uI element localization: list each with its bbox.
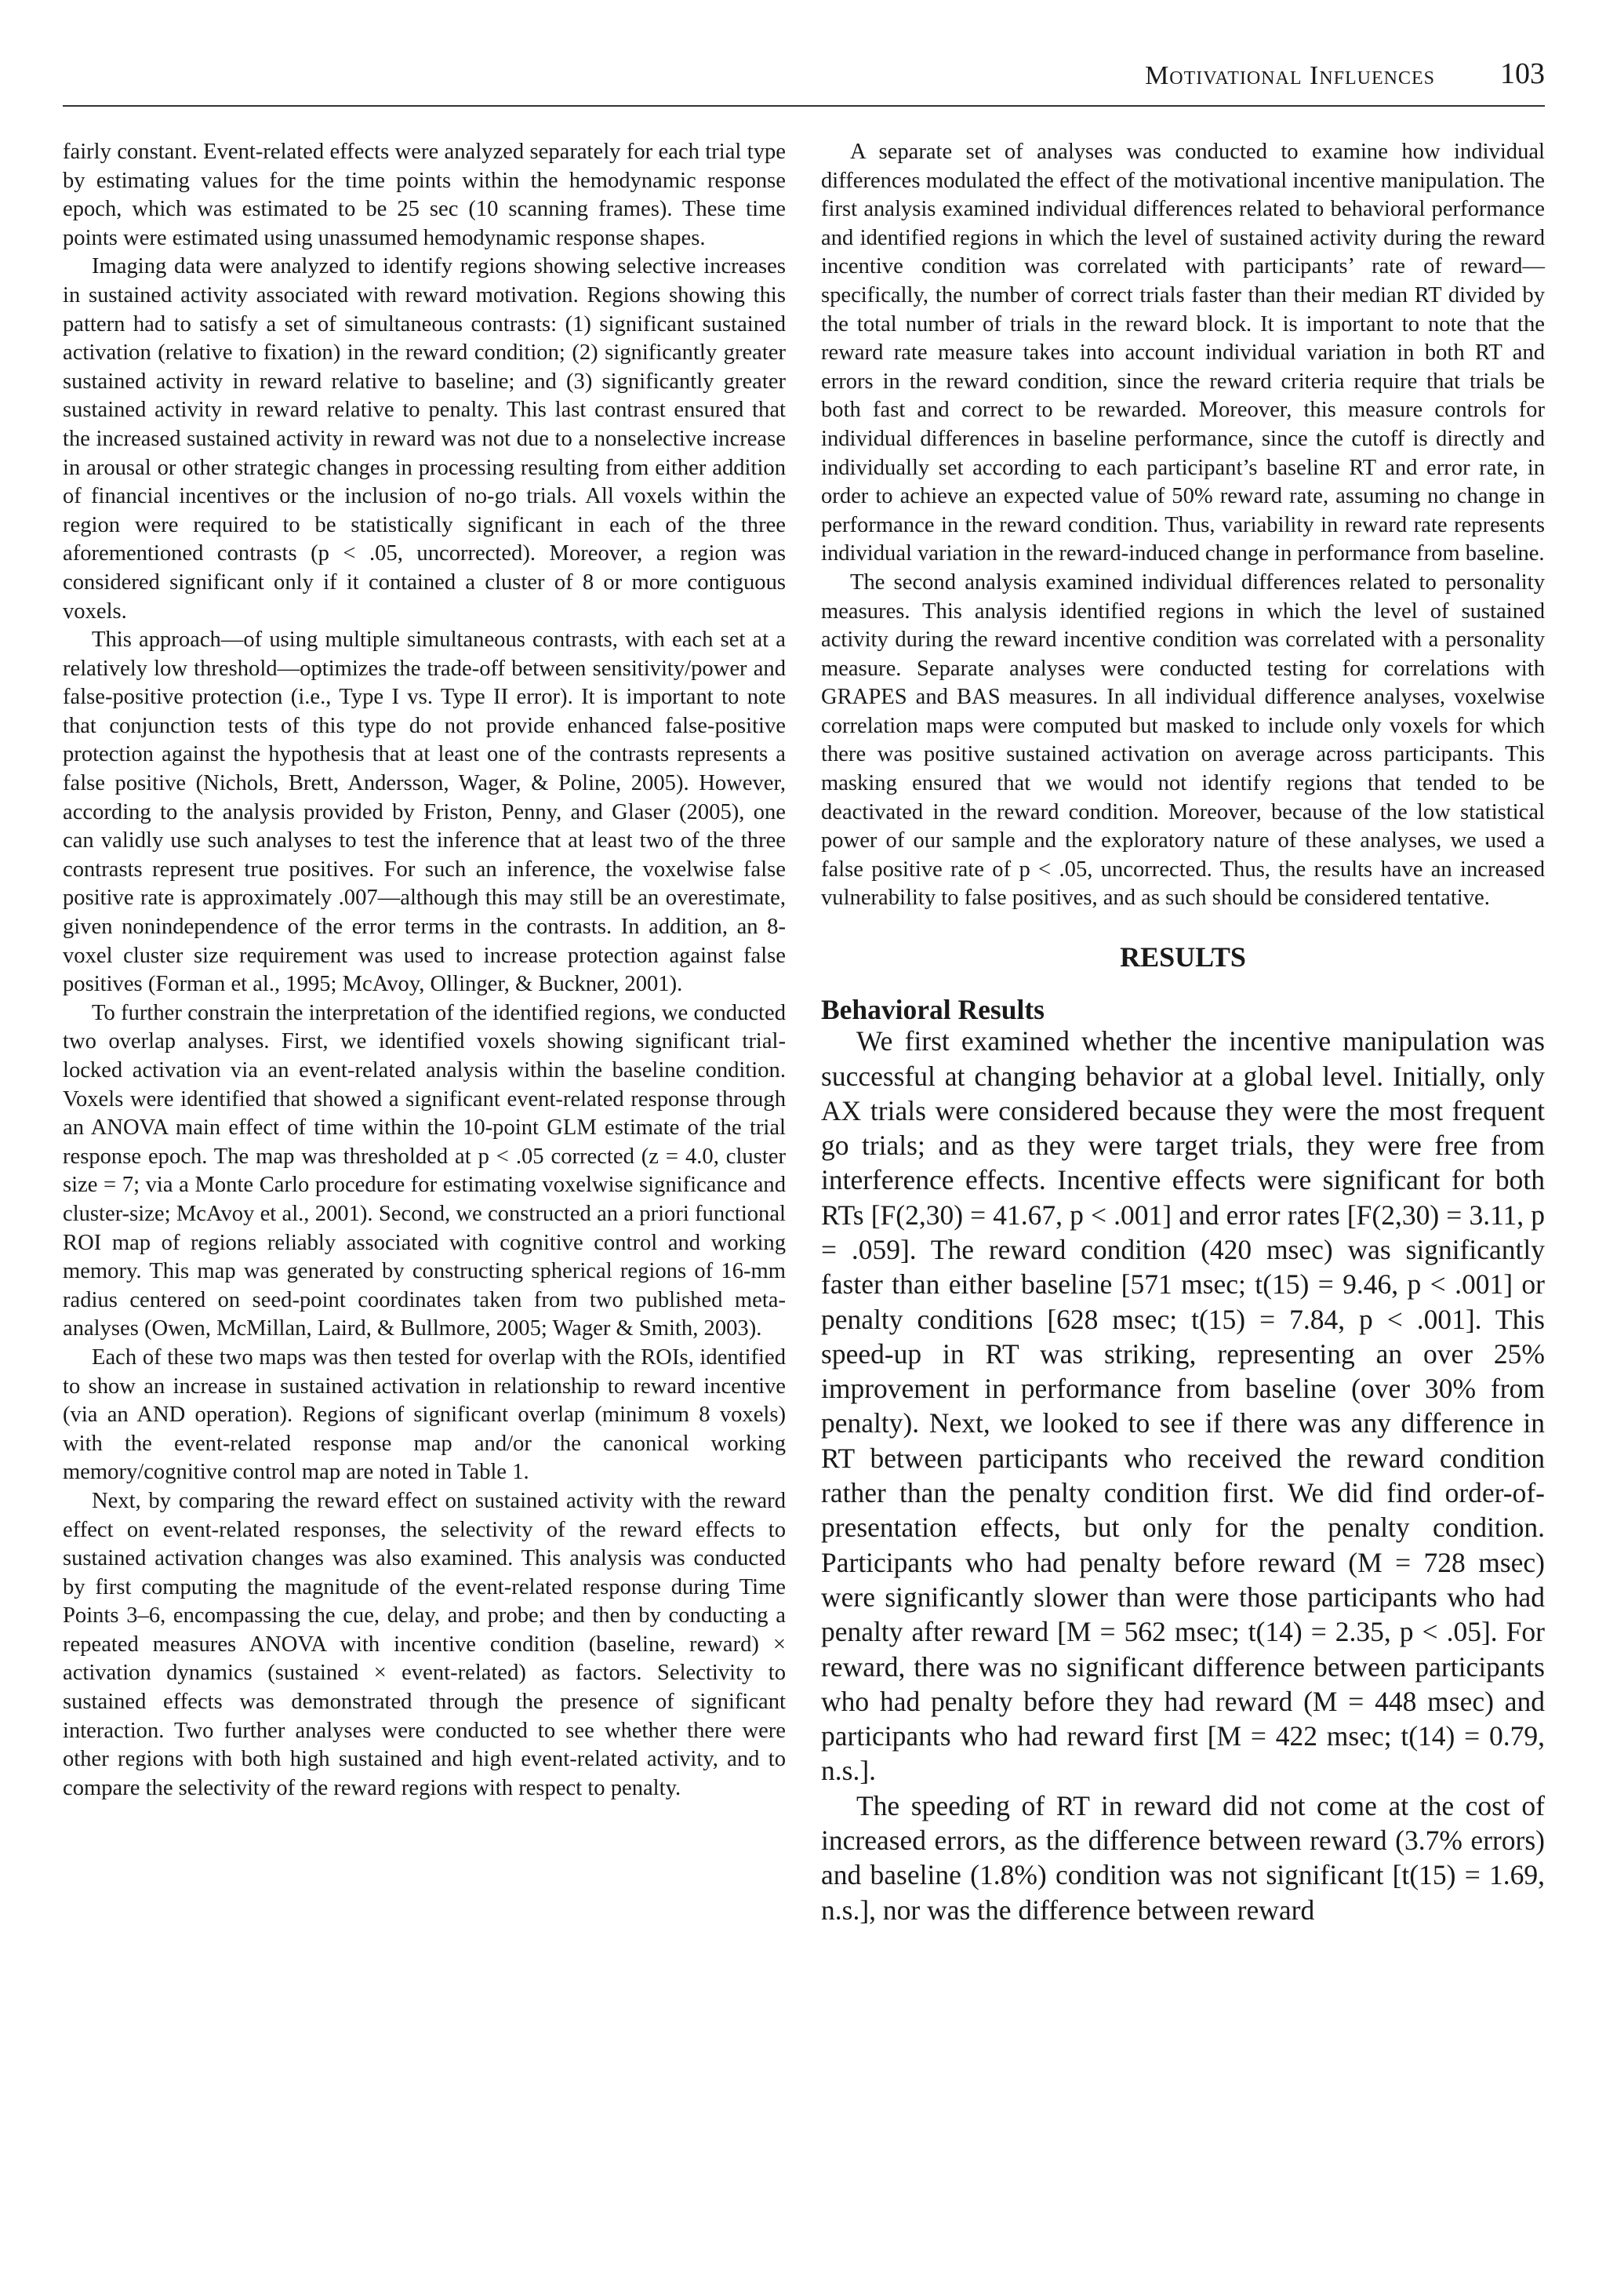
paragraph: Imaging data were analyzed to identify regions showing selective increases in sustained activity associated with reward motivation. Regions showing this pattern had to satisfy a set of simultaneous contrasts: (1) significant sustained activation (relative to fixation) in the reward condition; (2) significantly greater sustained activity in reward relative to baseline; and (3) significantly greater sustained activity in reward relative to penalty. This last contrast ensured that the increased sustained activity in reward was not due to a nonselective increase in arousal or other strategic changes in processing resulting from either addition of financial incentives or the inclusion of no-go trials. All voxels within the region were required to be statistically significant in each of the three aforementioned contrasts (p < .05, uncorrected). Moreover, a region was considered significant only if it contained a cluster of 8 or more contiguous voxels. [63,254,786,624]
paragraph: We first examined whether the incentive manipulation was successful at changing behavior at a global level. Initially, only AX trials were considered because they were the most frequent go trials; and as they were target trials, they were free from interference effects. Incentive effects were significant for both RTs [F(2,30) = 41.67, p < .001] and error rates [F(2,30) = 3.11, p = .059]. The reward condition (420 msec) was significantly faster than either baseline [571 msec; t(15) = 9.46, p < .001] or penalty conditions [628 msec; t(15) = 7.84, p < .001]. This speed-up in RT was striking, representing an over 25% improvement in performance from baseline (over 30% from penalty). Next, we looked to see if there was any difference in RT between participants who received the reward condition rather than the penalty condition first. We did find order-of-presentation effects, but only for the penalty condition. Participants who had penalty before reward (M = 728 msec) were significantly slower than were those participants who had penalty after reward [M = 562 msec; t(14) = 2.35, p < .05]. For reward, there was no significant difference between participants who had penalty before they had reward (M = 448 msec) and participants who had reward first [M = 422 msec; t(14) = 0.79, n.s.]. [821,1025,1545,1787]
paragraph: A separate set of analyses was conducted to examine how individual differences modulated the effect of the motivational incentive manipulation. The first analysis examined individual differences related to behavioral performance and identified regions in which the level of sustained activity during the reward incentive condition was correlated with participants’ rate of reward—specifically, the number of correct trials faster than their median RT divided by the total number of trials in the reward block. It is important to note that the reward rate measure takes into account individual variation in both RT and errors in the reward condition, since the reward criteria require that trials be both fast and correct to be rewarded. Moreover, this measure controls for individual differences in baseline performance, since the cutoff is directly and individually set according to each participant’s baseline RT and error rate, in order to achieve an expected value of 50% reward rate, assuming no change in performance in the reward condition. Thus, variability in reward rate represents individual variation in the reward-induced change in performance from baseline. [821,140,1545,566]
subsection-heading-behavioral-results: Behavioral Results [821,993,1045,1025]
page-header [63,56,1545,107]
right-column [821,138,1545,1927]
paragraph: Each of these two maps was then tested for overlap with the ROIs, identified to show an increase in sustained activation in relationship to reward incentive (via an AND operation). Regions of significant overlap (minimum 8 voxels) with the event-related response map and/or the canonical working memory/cognitive control map are noted in Table 1. [63,1344,786,1485]
results-text [821,1024,1545,1927]
paragraph: fairly constant. Event-related effects were analyzed separately for each trial type by estimating values for the time points within the hemodynamic response epoch, which was estimated to be 25 sec (10 scanning frames). These time points were estimated using unassumed hemodynamic response shapes. [63,140,786,250]
paragraph: The speeding of RT in reward did not come at the cost of increased errors, as the difference between reward (3.7% errors) and baseline (1.8%) condition was not significant [t(15) = 1.69, n.s.], nor was the difference between reward [821,1789,1545,1926]
running-title: Motivational Influences [1145,61,1435,90]
section-heading-results: RESULTS [1120,941,1246,973]
paragraph: The second analysis examined individual differences related to personality measures. This analysis identified regions in which the level of sustained activity during the reward incentive condition was correlated with a personality measure. Separate analyses were conducted testing for correlations with GRAPES and BAS measures. In all individual difference analyses, voxelwise correlation maps were computed but masked to include only voxels for which there was positive sustained activation on average across participants. This masking ensured that we would not identify regions that tended to be deactivated in the reward condition. Moreover, because of the low statistical power of our sample and the exploratory nature of these analyses, we used a false positive rate of p < .05, uncorrected. Thus, the results have an increased vulnerability to false positives, and as such should be considered tentative. [821,569,1545,911]
left-column [63,138,786,1803]
paragraph: Next, by comparing the reward effect on sustained activity with the reward effect on event-related responses, the selectivity of the reward effects to sustained activation changes was also examined. This analysis was conducted by first computing the magnitude of the event-related response during Time Points 3–6, encompassing the cue, delay, and probe; and then by conducting a repeated measures ANOVA with incentive condition (baseline, reward) × activation dynamics (sustained × event-related) as factors. Selectivity to sustained effects was demonstrated through the presence of significant interaction. Two further analyses were conducted to see whether there were other regions with both high sustained and high event-related activity, and to compare the selectivity of the reward regions with respect to penalty. [63,1488,786,1800]
paragraph: This approach—of using multiple simultaneous contrasts, with each set at a relatively low threshold—optimizes the trade-off between sensitivity/power and false-positive protection (i.e., Type I vs. Type II error). It is important to note that conjunction tests of this type do not provide enhanced false-positive protection against the hypothesis that at least one of the contrasts represents a false positive (Nichols, Brett, Andersson, Wager, & Poline, 2005). However, according to the analysis provided by Friston, Penny, and Glaser (2005), one can validly use such analyses to test the inference that at least two of the three contrasts represent true positives. For such an inference, the voxelwise false positive rate is approximately .007—although this may still be an overestimate, given nonindependence of the error terms in the contrasts. In addition, an 8-voxel cluster size requirement was used to increase protection against false positives (Forman et al., 1995; McAvoy, Ollinger, & Buckner, 2001). [63,628,786,997]
paragraph: To further constrain the interpretation of the identified regions, we conducted two overlap analyses. First, we identified voxels showing significant trial-locked activation via an event-related analysis within the baseline condition. Voxels were identified that showed a significant event-related response through an ANOVA main effect of time within the 10-point GLM estimate of the trial response epoch. The map was thresholded at p < .05 corrected (z = 4.0, cluster size = 7; via a Monte Carlo procedure for estimating voxelwise significance and cluster-size; McAvoy et al., 2001). Second, we constructed an a priori functional ROI map of regions reliably associated with cognitive control and working memory. This map was generated by constructing spherical regions of 16-mm radius centered on seed-point coordinates taken from two published meta-analyses (Owen, McMillan, Laird, & Bullmore, 2005; Wager & Smith, 2003). [63,1000,786,1341]
page-number: 103 [1500,57,1545,90]
